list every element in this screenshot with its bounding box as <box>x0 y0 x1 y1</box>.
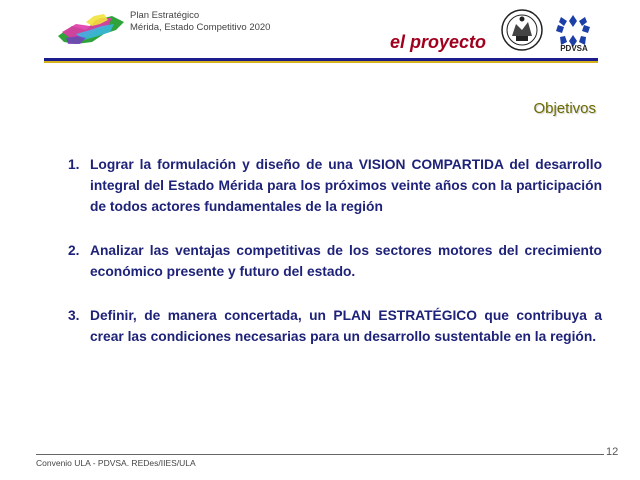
objective-item <box>68 305 602 347</box>
header-divider <box>44 58 598 63</box>
objectives-heading: Objetivos <box>533 100 596 117</box>
header-title-line1: Plan Estratégico <box>130 10 200 21</box>
header-title-line2: Mérida, Estado Competitivo 2020 <box>130 22 271 33</box>
objective-number: 1. <box>68 157 80 172</box>
objectives-list <box>68 154 602 370</box>
objective-text: Analizar las ventajas competitivas de los sectores motores del crecimiento económico presente y futuro del estado. <box>90 243 602 279</box>
footer-text: Convenio ULA - PDVSA. REDes/IIES/ULA <box>36 458 196 468</box>
objective-number: 2. <box>68 243 80 258</box>
ula-seal-icon <box>500 8 544 52</box>
section-heading: el proyecto <box>389 32 486 52</box>
objective-text: Lograr la formulación y diseño de una VISION COMPARTIDA del desarrollo integral del Estado Mérida para los próximos veinte años con la participación de todos actores fundamentales de la región <box>90 157 602 214</box>
objective-text: Definir, de manera concertada, un PLAN ESTRATÉGICO que contribuya a crear las condiciones necesarias para un desarrollo sustentable en la región. <box>90 308 602 344</box>
objective-item <box>68 154 602 217</box>
header-title <box>130 10 270 34</box>
merida-map-logo <box>56 8 128 48</box>
pdvsa-logo-label: PDVSA <box>560 44 588 53</box>
objective-item <box>68 240 602 282</box>
footer-divider <box>36 454 604 455</box>
page-number: 12 <box>606 446 619 458</box>
objective-number: 3. <box>68 308 80 323</box>
